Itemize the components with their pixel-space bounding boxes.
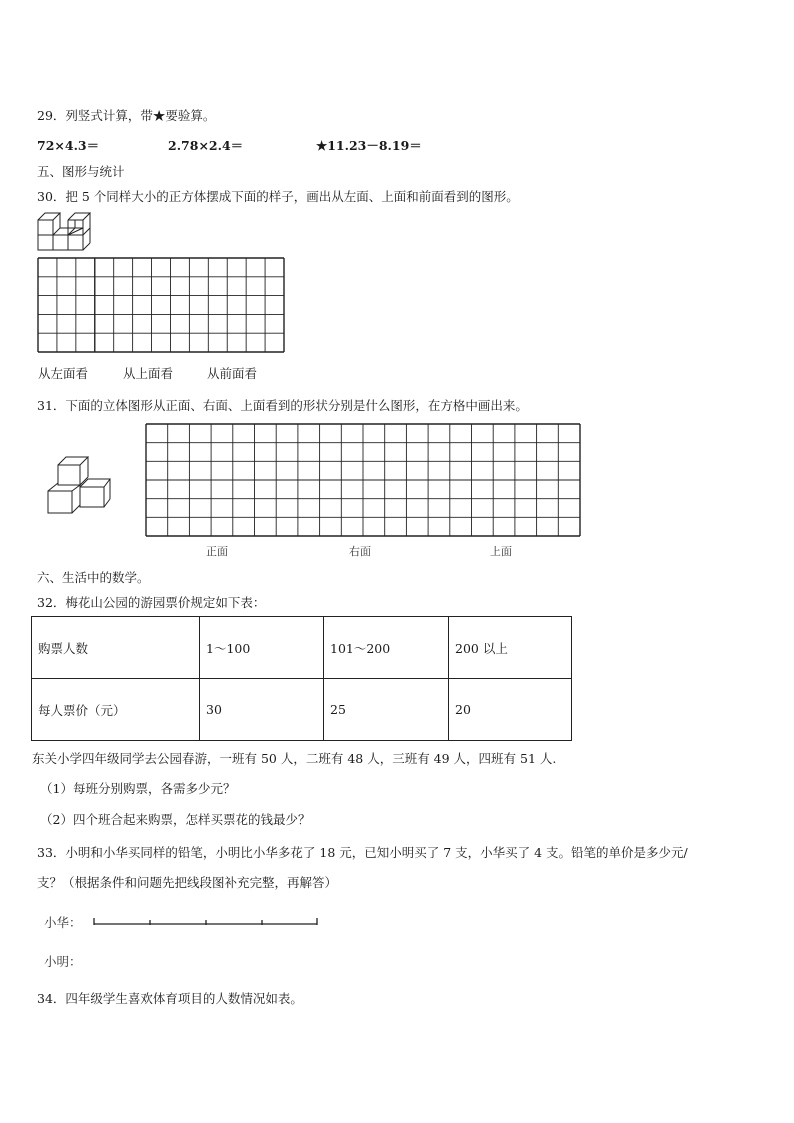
q30-drawing-grid[interactable] xyxy=(37,257,285,353)
table-cell: 每人票价（元） xyxy=(32,679,200,741)
q30-cube-figure xyxy=(36,211,100,253)
q33-segment-diagram xyxy=(92,915,322,929)
table-cell: 1～100 xyxy=(200,617,324,679)
q33-label-xiaohua: 小华： xyxy=(44,915,82,930)
q29-title: 29．列竖式计算，带★要验算。 xyxy=(37,108,216,123)
table-cell: 购票人数 xyxy=(32,617,200,679)
q31-cube-figure xyxy=(44,453,116,519)
q32-title: 32．梅花山公园的游园票价规定如下表： xyxy=(37,595,266,610)
q32-description: 东关小学四年级同学去公园春游，一班有 50 人，二班有 48 人，三班有 49 人，四班有 51 人. xyxy=(32,751,557,766)
q31-title: 31．下面的立体图形从正面、右面、上面看到的形状分别是什么图形，在方格中画出来。 xyxy=(37,398,528,413)
table-cell: 200 以上 xyxy=(449,617,572,679)
table-row xyxy=(32,679,572,741)
section5-title: 五、图形与统计 xyxy=(37,164,125,179)
table-cell: 101～200 xyxy=(324,617,449,679)
q32-sub-question-2: （2）四个班合起来购票，怎样买票花的钱最少？ xyxy=(40,812,311,827)
q29-item-3: ★11.23－8.19＝ xyxy=(316,138,422,153)
q31-label-front: 正面 xyxy=(206,545,228,558)
q31-label-top: 上面 xyxy=(490,545,512,558)
q29-item-1: 72×4.3＝ xyxy=(37,138,100,153)
q30-label-front: 从前面看 xyxy=(207,366,258,381)
q33-line-2: 支？（根据条件和问题先把线段图补充完整，再解答） xyxy=(37,875,338,890)
table-cell: 25 xyxy=(324,679,449,741)
q33-line-1: 33．小明和小华买同样的铅笔，小明比小华多花了 18 元，已知小明买了 7 支，小华买了 4 支。铅笔的单价是多少元/ xyxy=(37,845,688,860)
q29-item-2: 2.78×2.4＝ xyxy=(168,138,244,153)
q31-drawing-grid[interactable] xyxy=(145,423,581,537)
q32-price-table xyxy=(31,616,572,741)
q34-title: 34．四年级学生喜欢体育项目的人数情况如表。 xyxy=(37,991,303,1006)
q30-label-top: 从上面看 xyxy=(123,366,174,381)
q30-title: 30．把 5 个同样大小的正方体摆成下面的样子，画出从左面、上面和前面看到的图形。 xyxy=(37,189,519,204)
q32-sub-question-1: （1）每班分别购票，各需多少元？ xyxy=(40,781,236,796)
table-row xyxy=(32,617,572,679)
section6-title: 六、生活中的数学。 xyxy=(37,570,150,585)
table-cell: 20 xyxy=(449,679,572,741)
table-cell: 30 xyxy=(200,679,324,741)
q31-label-right: 右面 xyxy=(349,545,371,558)
q33-label-xiaoming: 小明： xyxy=(44,954,82,969)
q30-label-left: 从左面看 xyxy=(38,366,89,381)
